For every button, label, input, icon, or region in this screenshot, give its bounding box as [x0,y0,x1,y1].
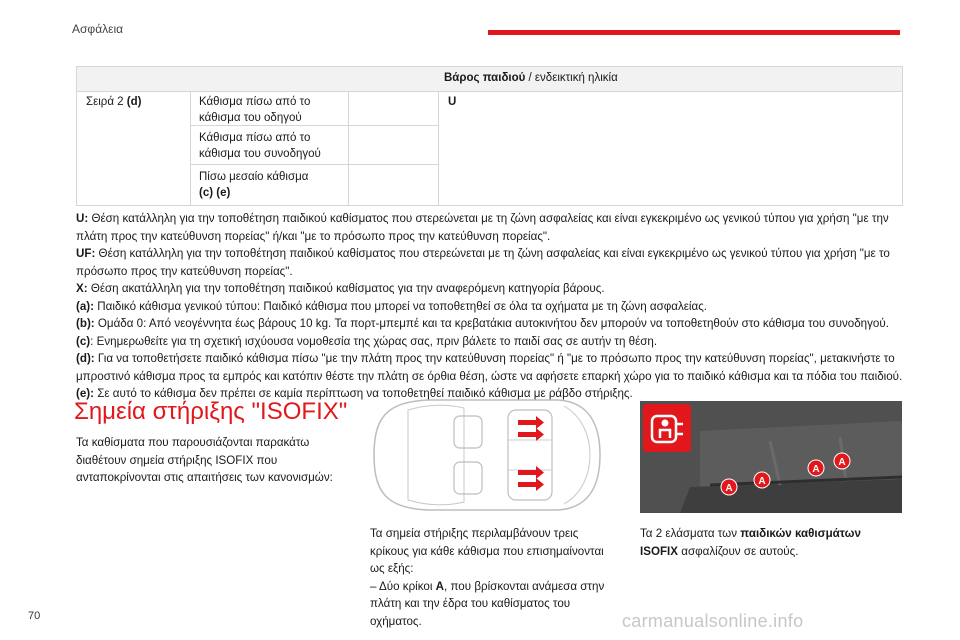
section-title: Σημεία στήριξης "ISOFIX" [74,398,348,425]
legend [76,210,906,403]
child-seat-table [76,66,903,206]
page-number: 70 [28,610,41,622]
header-accent-bar [488,30,900,35]
legend-item: UF: Θέση κατάλληλη για την τοποθέτηση παιδικού καθίσματος που στερεώνεται με τη ζώνη ασφαλείας και είναι εγκεκριμένο ως γενικού τύπου για χρήση "με το πρόσωπο προς την κατεύθυνση πορείας". [76,247,890,278]
table-header-row [77,67,902,92]
legend-item: (b): Ομάδα 0: Από νεογέννητα έως βάρους 10 kg. Τα πορτ-μπεμπέ και τα κρεβατάκια αυτοκινήτου δεν μπορούν να τοποθετηθούν στο κάθισμα του συνοδηγού. [76,317,889,330]
svg-text:A: A [812,464,820,475]
isofix-ring-label [754,472,770,488]
isofix-photo [640,401,902,513]
watermark: carmanualsonline.info [622,611,804,631]
legend-item: (e): Σε αυτό το κάθισμα δεν πρέπει σε καμία περίπτωση να τοποθετηθεί παιδικό κάθισμα με ράβδο στήριξης. [76,387,633,400]
legend-item: (d): Για να τοποθετήσετε παιδικό κάθισμα πίσω "με την πλάτη προς την κατεύθυνση πορείας" ή "με το πρόσωπο προς την κατεύθυνση πορείας", μετακινήστε το μπροστινό κάθισμα προς τα εμπρός και κατόπιν θέστε την πλάτη σε όρθια θέση, ώστε να αφήσετε επαρκή χώρο για το παιδικό κάθισμα και τα πόδια του παιδιού. [76,352,903,383]
isofix-caption: Τα 2 ελάσματα των παιδικών καθισμάτων ISOFIX ασφαλίζουν σε αυτούς. [640,527,861,558]
legend-item: X: Θέση ακατάλληλη για την τοποθέτηση παιδικού καθίσματος για την αναφερόμενη κατηγορία βάρους. [76,282,605,295]
table-header: Βάρος παιδιού / ενδεικτική ηλικία [444,72,618,84]
svg-text:A: A [725,483,733,494]
section-intro: Τα καθίσματα που παρουσιάζονται παρακάτω διαθέτουν σημεία στήριξης ISOFIX που ανταποκρίνονται στις απαιτήσεις των κανονισμών: [76,436,333,484]
table-cell-value: U [448,96,457,108]
car-seat-diagram [368,396,604,514]
table-cell-seat: Κάθισμα πίσω από το κάθισμα του οδηγού [199,96,311,124]
isofix-ring-label [721,479,737,495]
anchorage-caption: Τα σημεία στήριξης περιλαμβάνουν τρεις κρίκους για κάθε κάθισμα που επισημαίνονται ως εξής: – Δύο κρίκοι A, που βρίσκονται ανάμεσα στην πλάτη και την έδρα του καθίσματος του οχήματος. [370,527,605,628]
svg-text:A: A [838,457,846,468]
svg-text:A: A [758,476,766,487]
row-label: Σειρά 2 (d) [86,96,142,108]
section-header: Ασφάλεια [72,22,124,36]
table-divider [190,92,191,205]
isofix-ring-label [808,460,824,476]
table-cell-seat: Πίσω μεσαίο κάθισμα (c) (e) [199,171,309,199]
table-divider [348,92,349,205]
legend-item: (c): Ενημερωθείτε για τη σχετική ισχύουσα νομοθεσία της χώρας σας, πριν βάλετε το παιδί σας σε αυτήν τη θέση. [76,334,658,348]
legend-item: (a): Παιδικό κάθισμα γενικού τύπου: Παιδικό κάθισμα που μπορεί να τοποθετηθεί σε όλα τα οχήματα με τη ζώνη ασφαλείας. [76,299,708,313]
table-divider [438,92,439,205]
table-cell-seat: Κάθισμα πίσω από το κάθισμα του συνοδηγού [199,132,321,160]
legend-item: U: Θέση κατάλληλη για την τοποθέτηση παιδικού καθίσματος που στερεώνεται με τη ζώνη ασφαλείας και είναι εγκεκριμένο ως γενικού τύπου για χρήση "με την πλάτη προς την κατεύθυνση πορείας" ή/και "με το πρόσωπο προς την κατεύθυνση πορείας". [76,212,889,243]
isofix-ring-label [834,453,850,469]
table-divider [190,164,438,165]
